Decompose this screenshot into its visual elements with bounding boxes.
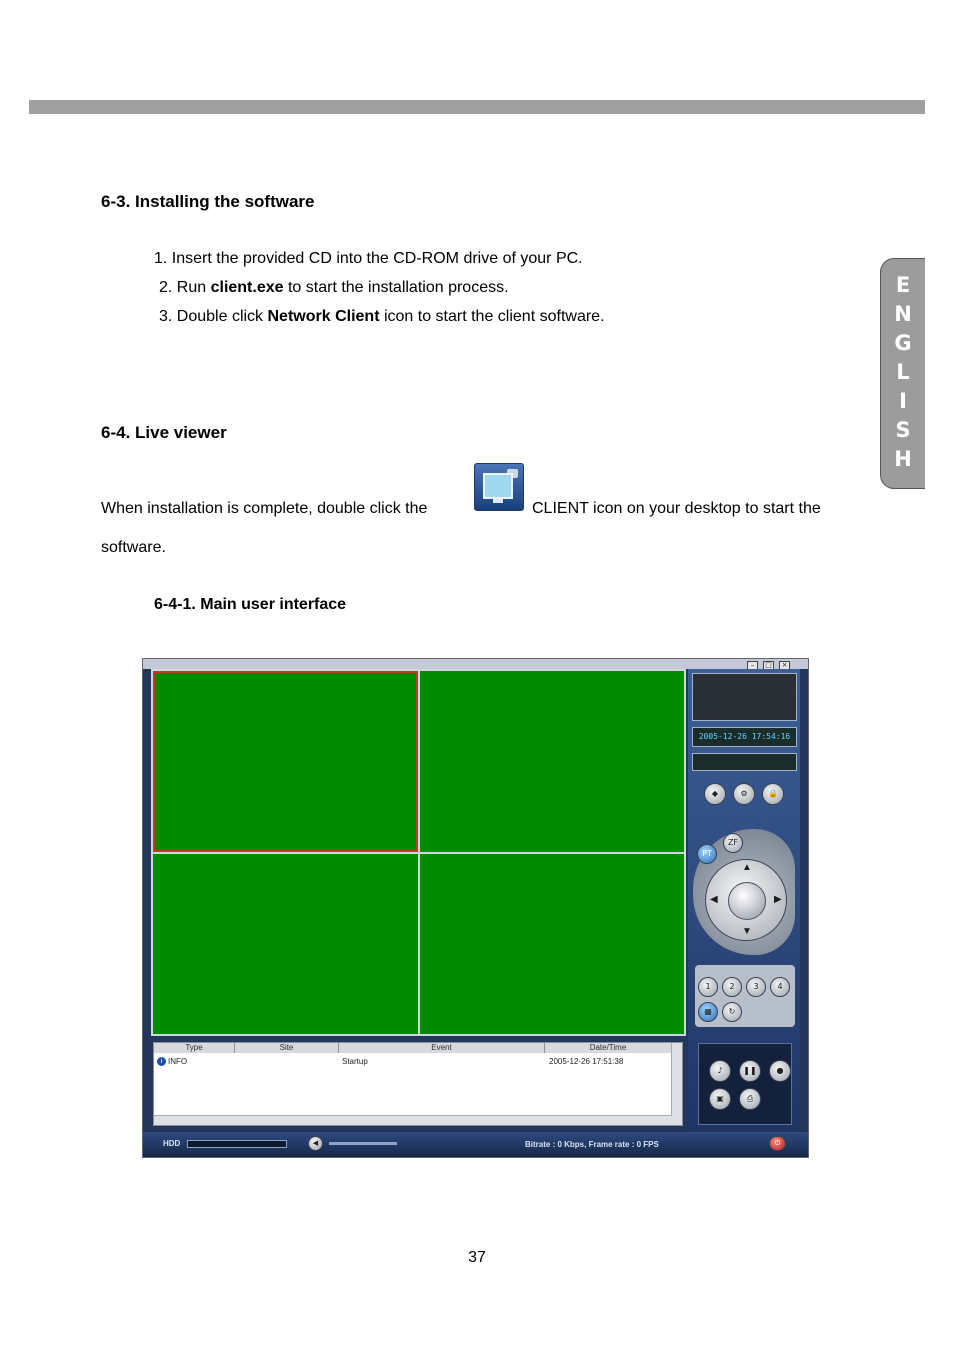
side-tab-letter: I: [899, 389, 907, 413]
control-panel: [688, 669, 800, 1129]
language-side-tab: [880, 258, 925, 489]
status-bar: [143, 1132, 808, 1157]
close-icon[interactable]: ×: [779, 661, 790, 670]
event-log-table: [153, 1042, 683, 1126]
side-tab-letter: H: [894, 447, 912, 471]
clock-display: [692, 727, 797, 747]
side-tab-letter: S: [895, 418, 911, 442]
live-viewer-heading: 6-4. Live viewer: [101, 423, 227, 442]
info-icon: i: [157, 1057, 166, 1066]
status-display: [692, 753, 797, 771]
preset-panel: [695, 965, 795, 1027]
client-app-icon: [474, 463, 524, 511]
side-tab-letter: N: [894, 302, 912, 326]
pt-mode-button[interactable]: PT: [697, 844, 717, 864]
video-channel-4[interactable]: [420, 854, 684, 1034]
install-step-3: 3. Double click Network Client icon to start the client software.: [159, 308, 605, 325]
preset-4-button[interactable]: 4: [770, 977, 790, 997]
record-user-icon[interactable]: ●: [769, 1060, 791, 1082]
log-column-datetime[interactable]: Date/Time: [545, 1043, 672, 1053]
audio-icon[interactable]: ♪: [709, 1060, 731, 1082]
volume-slider[interactable]: [329, 1142, 397, 1145]
zf-mode-button[interactable]: ZF: [723, 833, 743, 853]
header-rule: [29, 100, 925, 114]
hdd-label: HDD: [163, 1139, 181, 1148]
volume-icon[interactable]: ◀: [308, 1136, 323, 1151]
snapshot-icon[interactable]: ▣: [709, 1088, 731, 1110]
lock-icon[interactable]: 🔒: [762, 783, 784, 805]
hdd-usage-bar: [187, 1140, 287, 1148]
log-row-datetime: 2005-12-26 17:51:38: [549, 1057, 624, 1066]
video-channel-2[interactable]: [420, 671, 684, 852]
log-row-event: Startup: [342, 1057, 368, 1066]
main-ui-subheading: 6-4-1. Main user interface: [154, 596, 347, 613]
preset-3-button[interactable]: 3: [746, 977, 766, 997]
log-vertical-scrollbar[interactable]: [671, 1043, 682, 1125]
info-display: [692, 673, 797, 721]
log-column-site[interactable]: Site: [235, 1043, 339, 1053]
playback-controls: [698, 1043, 792, 1125]
exit-power-icon[interactable]: ⏻: [769, 1136, 786, 1151]
pause-icon[interactable]: ❚❚: [739, 1060, 761, 1082]
ptz-control: [693, 829, 795, 955]
bitrate-status: Bitrate : 0 Kbps, Frame rate : 0 FPS: [525, 1140, 659, 1149]
side-tab-letter: G: [894, 331, 912, 355]
install-heading: 6-3. Installing the software: [101, 192, 315, 211]
window-titlebar: [143, 659, 808, 669]
arrow-left-icon[interactable]: ◀: [710, 894, 718, 905]
minimize-icon[interactable]: –: [747, 661, 758, 670]
preset-1-button[interactable]: 1: [698, 977, 718, 997]
arrow-up-icon[interactable]: ▲: [742, 862, 752, 873]
sequence-icon[interactable]: ↻: [722, 1002, 742, 1022]
video-channel-1[interactable]: [153, 671, 418, 852]
log-column-event[interactable]: Event: [339, 1043, 545, 1053]
install-step-1: 1. Insert the provided CD into the CD-ROM drive of your PC.: [154, 250, 583, 267]
side-tab-letter: L: [896, 360, 910, 384]
split-screen-icon[interactable]: ▦: [698, 1002, 718, 1022]
live-viewer-text-part1: When installation is complete, double click the: [101, 500, 428, 517]
connect-icon[interactable]: ◆: [704, 783, 726, 805]
settings-gear-icon[interactable]: ⚙: [733, 783, 755, 805]
log-row-type: INFO: [168, 1057, 188, 1066]
ptz-joystick[interactable]: [705, 859, 787, 941]
client-main-window-screenshot: [142, 658, 809, 1158]
arrow-right-icon[interactable]: ▶: [774, 894, 782, 905]
side-tab-letter: E: [895, 273, 911, 297]
install-step-2: 2. Run client.exe to start the installation process.: [159, 279, 509, 296]
print-icon[interactable]: ⎙: [739, 1088, 761, 1110]
page-number: 37: [468, 1249, 486, 1266]
preset-2-button[interactable]: 2: [722, 977, 742, 997]
live-viewer-text-part3: software.: [101, 539, 166, 556]
video-grid: [151, 669, 686, 1036]
arrow-down-icon[interactable]: ▼: [742, 926, 752, 937]
log-horizontal-scrollbar[interactable]: [154, 1115, 672, 1125]
clock-text: 2005-12-26 17:54:16: [698, 732, 791, 741]
live-viewer-text-part2: CLIENT icon on your desktop to start the: [532, 500, 821, 517]
log-column-type[interactable]: Type: [154, 1043, 235, 1053]
maximize-icon[interactable]: □: [763, 661, 774, 670]
ptz-center-button[interactable]: [728, 882, 766, 920]
video-channel-3[interactable]: [153, 854, 418, 1034]
